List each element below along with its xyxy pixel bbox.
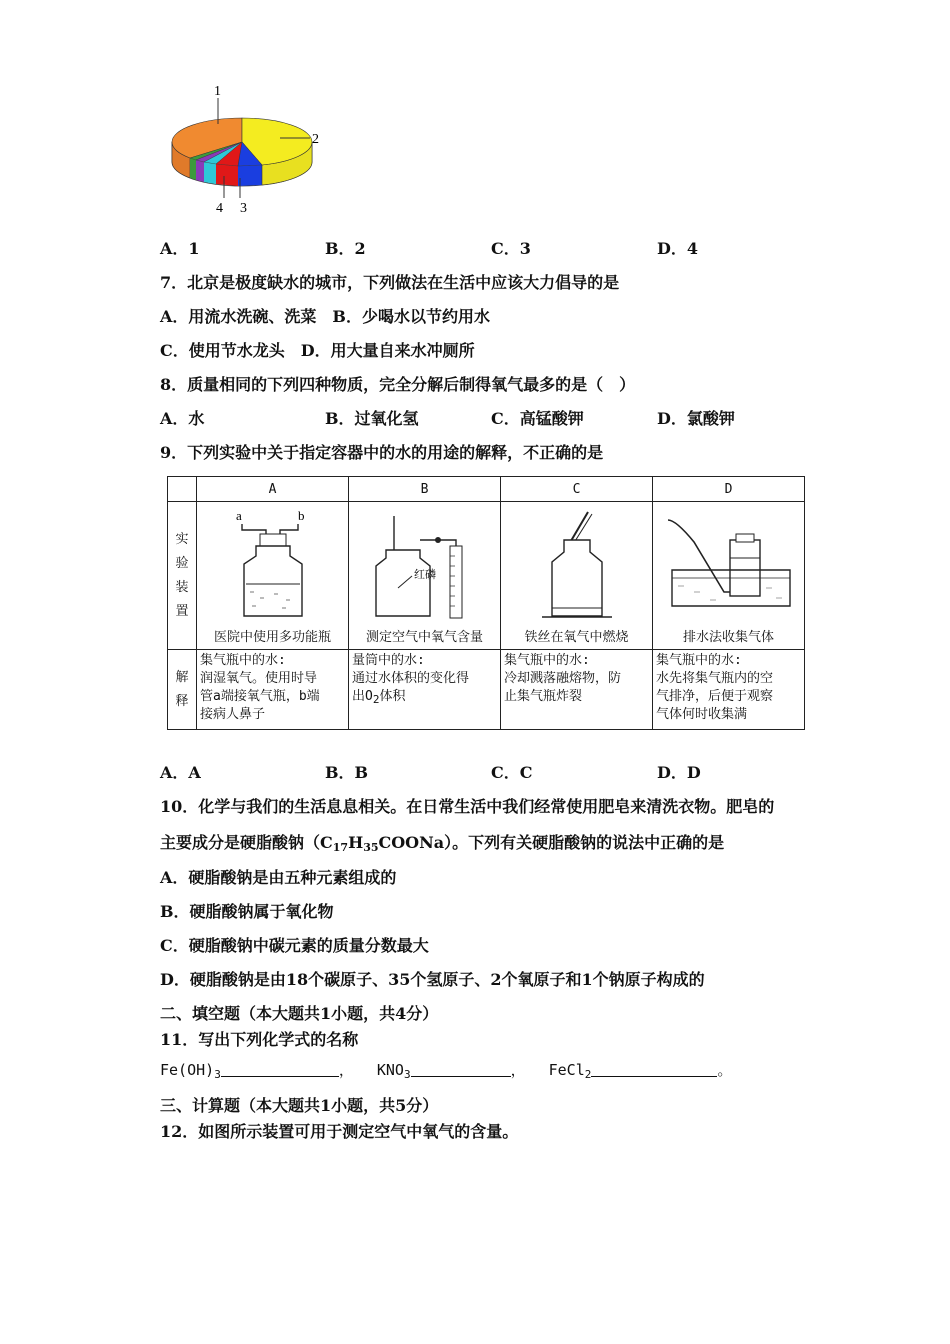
col-header-b: B: [349, 477, 501, 502]
apparatus-a-cell: [197, 502, 349, 650]
caption-c: 铁丝在氧气中燃烧: [524, 630, 629, 645]
q11-stem: 11．写出下列化学式的名称: [160, 1030, 359, 1049]
q6-option-c[interactable]: C．3: [491, 239, 531, 258]
q8-option-d[interactable]: D．氯酸钾: [657, 409, 735, 428]
pie-label-1: 1: [214, 84, 221, 99]
q10-option-a[interactable]: A．硬脂酸钠是由五种元素组成的: [160, 868, 397, 887]
pie-side-green: [190, 158, 196, 180]
pie-side-cyan: [204, 162, 216, 184]
explanation-c: 集气瓶中的水: 冷却溅落融熔物，防 止集气瓶炸裂: [501, 650, 653, 730]
iron-wire-burning-icon: [502, 506, 652, 624]
caption-d: 排水法收集气体: [682, 630, 774, 645]
pie-side-purple: [196, 160, 204, 182]
caption-b: 测定空气中氧气含量: [365, 630, 483, 645]
q10-stem-line2: 主要成分是硬脂酸钠$(C_{17}H_{35}COONa)$。下列有关硬脂酸钠的说法中正确的是: [160, 833, 725, 854]
q9-experiment-table: [167, 476, 805, 730]
pie-side-red: [216, 164, 238, 186]
q6-option-a[interactable]: A．1: [160, 239, 200, 258]
col-header-d: D: [653, 477, 805, 502]
table-corner: [168, 477, 197, 502]
pie-label-4: 4: [216, 201, 223, 216]
col-header-a: A: [197, 477, 349, 502]
svg-text:a: a: [235, 508, 242, 523]
q9-stem: 9．下列实验中关于指定容器中的水的用途的解释，不正确的是: [160, 443, 604, 462]
explanation-b: 量筒中的水: 通过水体积的变化得 出$O_2$体积: [349, 650, 501, 730]
caption-a: 医院中使用多功能瓶: [213, 630, 331, 645]
explanation-a: 集气瓶中的水: 润湿氧气。使用时导 管a端接氧气瓶，b端 接病人鼻子: [197, 650, 349, 730]
q9-option-b[interactable]: B．B: [325, 763, 369, 782]
section-3-title: 三、计算题（本大题共1小题，共5分）: [160, 1096, 439, 1115]
explanation-d: 集气瓶中的水: 水先将集气瓶内的空 气排净，后便于观察 气体何时收集满: [653, 650, 805, 730]
q9-option-d[interactable]: D．D: [657, 763, 701, 782]
pie-label-3: 3: [240, 201, 247, 216]
wash-bottle-icon: [198, 506, 348, 624]
water-collection-icon: [654, 506, 804, 624]
apparatus-d-cell: [653, 502, 805, 650]
blank-1[interactable]: [221, 1062, 339, 1077]
q10-option-d[interactable]: D．硬脂酸钠是由18个碳原子、35个氢原子、2个氧原子和1个钠原子构成的: [160, 970, 705, 989]
q10-option-b[interactable]: B．硬脂酸钠属于氧化物: [160, 902, 334, 921]
q9-option-a[interactable]: A．A: [160, 763, 201, 782]
q8-option-a[interactable]: A．水: [160, 409, 205, 428]
section-2-title: 二、填空题（本大题共1小题，共4分）: [160, 1004, 439, 1023]
blank-2[interactable]: [411, 1062, 511, 1077]
pie-chart-figure: [160, 80, 340, 220]
q8-stem: 8．质量相同的下列四种物质，完全分解后制得氧气最多的是（ ）: [160, 375, 636, 394]
q10-stem-line1: 10．化学与我们的生活息息相关。在日常生活中我们经常使用肥皂来清洗衣物。肥皂的: [160, 797, 775, 816]
apparatus-b-cell: [349, 502, 501, 650]
q12-stem: 12．如图所示装置可用于测定空气中氧气的含量。: [160, 1122, 519, 1141]
q9-option-c[interactable]: C．C: [491, 763, 533, 782]
col-header-c: C: [501, 477, 653, 502]
q6-option-b[interactable]: B．2: [325, 239, 366, 258]
q8-option-c[interactable]: C．高锰酸钾: [491, 409, 584, 428]
q7-options-line1[interactable]: A．用流水洗碗、洗菜 B．少喝水以节约用水: [160, 307, 490, 326]
apparatus-c-cell: [501, 502, 653, 650]
pie-label-2: 2: [312, 132, 319, 147]
pie-side-blue: [238, 165, 262, 186]
svg-text:红磷: 红磷: [413, 569, 436, 581]
svg-text:b: b: [297, 508, 304, 523]
q8-option-b[interactable]: B．过氧化氢: [325, 409, 419, 428]
q7-stem: 7．北京是极度缺水的城市，下列做法在生活中应该大力倡导的是: [160, 273, 620, 292]
row-label-apparatus: 实 验 装 置: [168, 502, 197, 650]
q10-option-c[interactable]: C．硬脂酸钠中碳元素的质量分数最大: [160, 936, 429, 955]
q7-options-line2[interactable]: C．使用节水龙头 D．用大量自来水冲厕所: [160, 341, 475, 360]
red-phosphorus-apparatus-icon: [350, 506, 500, 624]
q6-option-d[interactable]: D．4: [657, 239, 699, 258]
row-label-explanation: 解 释: [168, 650, 197, 730]
blank-3[interactable]: [591, 1062, 717, 1077]
q11-blanks-line: $Fe(OH)_3$ ， $KNO_3$ ， FeCl$_2$ 。: [160, 1061, 733, 1081]
